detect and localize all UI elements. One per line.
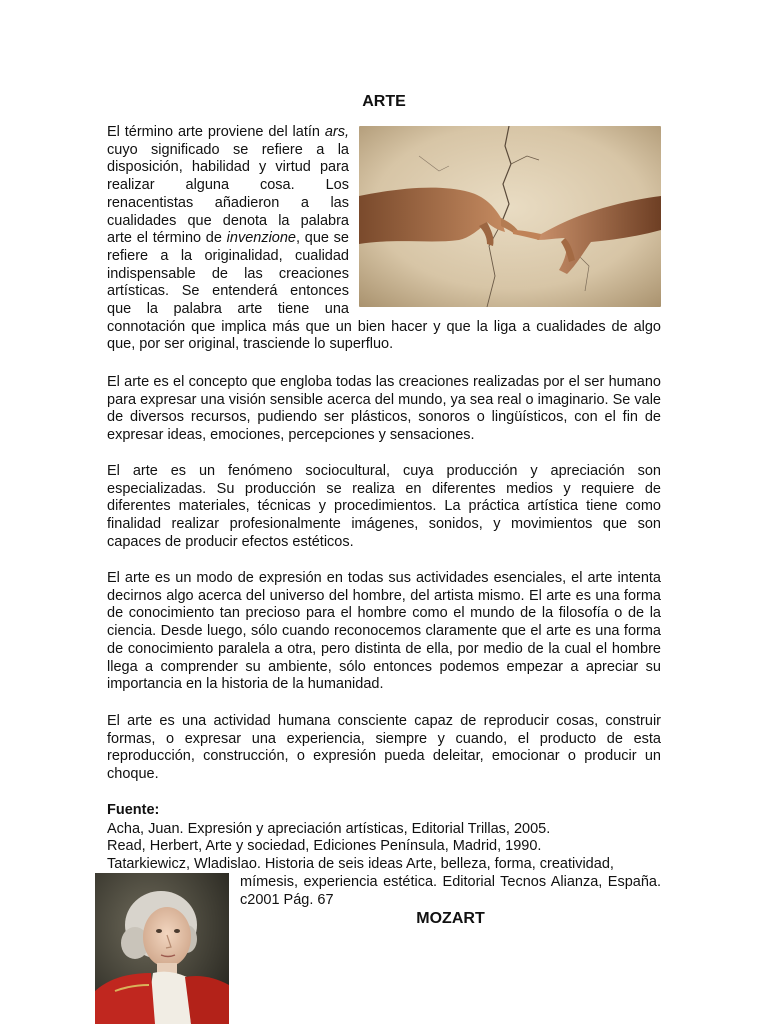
source-ref-1: Acha, Juan. Expresión y apreciación artísticas, Editorial Trillas, 2005. [107,821,551,837]
source-ref-3: Tatarkiewicz, Wladislao. Historia de seis ideas Arte, belleza, forma, creatividad, [107,856,614,872]
sources-heading: Fuente: [107,802,160,818]
paragraph-4: El arte es un modo de expresión en todas sus actividades esenciales, el arte intenta decirnos algo acerca del universo del hombre, del artista mismo. El arte es una forma de conocimiento tan precioso para el hombre como el mundo de la filosofía o de la ciencia. Desde luego, sólo cuando reconocemos claramente que el arte es una forma de conocimiento paralela a otra, pero distinta de ella, por medio de la cual el hombre llega a comprender su ambiente, sólo entonces podemos empezar a apreciar su importancia en la historia de la humanidad. [107,570,661,693]
source-ref-2: Read, Herbert, Arte y sociedad, Ediciones Península, Madrid, 1990. [107,838,542,854]
paragraph-5: El arte es una actividad humana consciente capaz de reproducir cosas, construir formas, o expresar una experiencia, siempre y cuando, el producto de esta reproducción, construcción, o expresión pueda deleitar, emocionar o producir un choque. [107,713,661,783]
paragraph-3: El arte es un fenómeno sociocultural, cuya producción y apreciación son especializadas. Su producción se realiza en diferentes medios y requiere de diferentes materiales, técnicas y procedimientos. La práctica artística tiene como finalidad realizar profesionalmente imágenes, sonidos, y movimientos que son capaces de producir efectos estéticos. [107,463,661,550]
creation-of-adam-image [359,126,661,307]
mozart-heading: MOZART [416,910,485,927]
source-ref-3-continued: mímesis, experiencia estética. Editorial Tecnos Alianza, España. c2001 Pág. 67 [240,874,661,908]
mozart-portrait-image [95,873,229,1024]
paragraph-2: El arte es el concepto que engloba todas las creaciones realizadas por el ser humano para expresar una visión sensible acerca del mundo, ya sea real o imaginario. Se vale de diversos recursos, pudiendo ser plásticos, sonoros o lingüísticos, con el fin de expresar ideas, emociones, percepciones y sensaciones. [107,374,661,444]
page-title: ARTE [362,93,406,110]
intro-paragraph: El término arte proviene del latín ars, cuyo significado se refiere a la disposición, habilidad y virtud para realizar alguna cosa. Los renacentistas añadieron a las cualidades que denota la palabra arte el término de invenzione, que se refiere a la originalidad, cualidad indispensable de las creaciones artísticas. Se entenderá entonces que la palabra arte tiene una connotación que implica más que un bien hacer y que la liga a cualidades de algo que, por ser original, trasciende lo superfluo. [107,124,661,353]
